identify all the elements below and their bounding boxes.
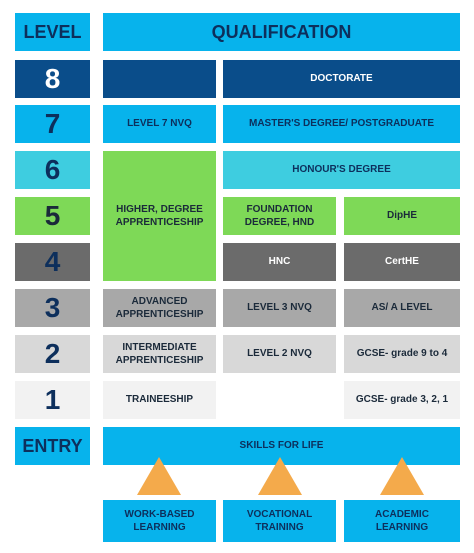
level-6-cell: 6 [15,151,90,189]
work-based-triangle-icon [137,457,181,495]
gcse-3-1-cell: GCSE- grade 3, 2, 1 [344,381,460,419]
academic-learning-cell: ACADEMIC LEARNING [344,500,460,542]
level-1-cell: 1 [15,381,90,419]
level-5-cell: 5 [15,197,90,235]
qualification-header: QUALIFICATION [103,13,460,51]
advanced-apprenticeship-cell: ADVANCED APPRENTICESHIP [103,289,216,327]
level-entry-cell: ENTRY [15,427,90,465]
level-3-cell: 3 [15,289,90,327]
gcse-9-4-cell: GCSE- grade 9 to 4 [344,335,460,373]
level7-nvq-cell: LEVEL 7 NVQ [103,105,216,143]
vocational-training-cell: VOCATIONAL TRAINING [223,500,336,542]
certhe-cell: CertHE [344,243,460,281]
academic-triangle-icon [380,457,424,495]
level-7-cell: 7 [15,105,90,143]
level-8-apprenticeship-cell [103,60,216,98]
intermediate-apprenticeship-cell: INTERMEDIATE APPRENTICESHIP [103,335,216,373]
hnc-cell: HNC [223,243,336,281]
honours-cell: HONOUR'S DEGREE [223,151,460,189]
diphe-cell: DipHE [344,197,460,235]
higher-apprenticeship-cell: HIGHER, DEGREE APPRENTICESHIP [103,151,216,281]
level-4-cell: 4 [15,243,90,281]
skills-for-life-cell: SKILLS FOR LIFE [103,427,460,465]
level-2-cell: 2 [15,335,90,373]
level-8-cell: 8 [15,60,90,98]
traineeship-cell: TRAINEESHIP [103,381,216,419]
level3-nvq-cell: LEVEL 3 NVQ [223,289,336,327]
as-a-level-cell: AS/ A LEVEL [344,289,460,327]
work-based-learning-cell: WORK-BASED LEARNING [103,500,216,542]
doctorate-cell: DOCTORATE [223,60,460,98]
vocational-triangle-icon [258,457,302,495]
masters-cell: MASTER'S DEGREE/ POSTGRADUATE [223,105,460,143]
level-header: LEVEL [15,13,90,51]
level2-nvq-cell: LEVEL 2 NVQ [223,335,336,373]
foundation-cell: FOUNDATION DEGREE, HND [223,197,336,235]
